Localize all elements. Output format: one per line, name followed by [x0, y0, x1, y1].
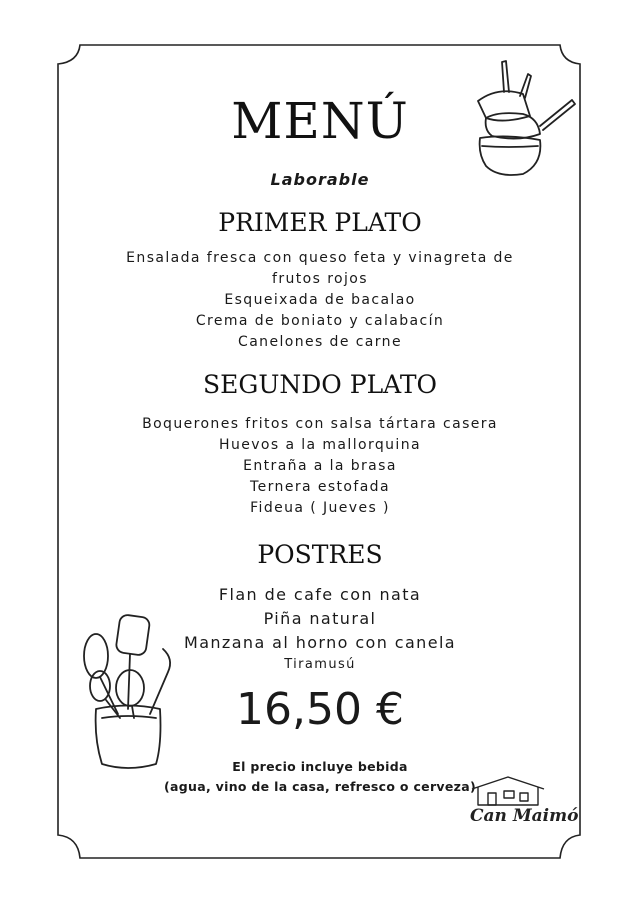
menu-item: Piña natural	[263, 609, 377, 628]
cooking-pots-icon	[468, 56, 578, 181]
menu-item: Fideua ( Jueves )	[250, 500, 390, 516]
menu-item: Boquerones fritos con salsa tártara casera	[142, 416, 498, 432]
house-logo-icon	[468, 775, 548, 807]
menu-item: Tiramusú	[284, 657, 356, 672]
section-items-segundo-plato	[0, 414, 640, 519]
menu-item: Crema de boniato y calabacín	[195, 313, 445, 329]
menu-item: Huevos a la mallorquina	[219, 437, 421, 453]
menu-item: Manzana al horno con canela	[183, 633, 456, 652]
section-title-segundo-plato: SEGUNDO PLATO	[202, 370, 438, 399]
menu-title: MENÚ	[231, 92, 409, 150]
menu-item: Entraña a la brasa	[243, 458, 397, 474]
section-title-primer-plato: PRIMER PLATO	[218, 208, 422, 237]
menu-subtitle: Laborable	[270, 170, 370, 189]
utensil-holder-icon	[78, 614, 188, 774]
menu-item: Canelones de carne	[238, 334, 402, 350]
price-note-line: El precio incluye bebida	[232, 759, 408, 774]
price-note-line: (agua, vino de la casa, refresco o cerveza)	[164, 779, 476, 794]
section-title-postres: POSTRES	[257, 540, 383, 569]
menu-item: frutos rojos	[272, 271, 368, 287]
menu-item: Ensalada fresca con queso feta y vinagreta de	[126, 250, 514, 266]
menu-item: Flan de cafe con nata	[218, 585, 422, 604]
menu-price: 16,50 €	[236, 684, 404, 735]
menu-item: Esqueixada de bacalao	[224, 292, 416, 308]
section-items-primer-plato	[0, 248, 640, 353]
menu-item: Ternera estofada	[250, 479, 390, 495]
restaurant-logo-text: Can Maimó	[470, 806, 579, 826]
